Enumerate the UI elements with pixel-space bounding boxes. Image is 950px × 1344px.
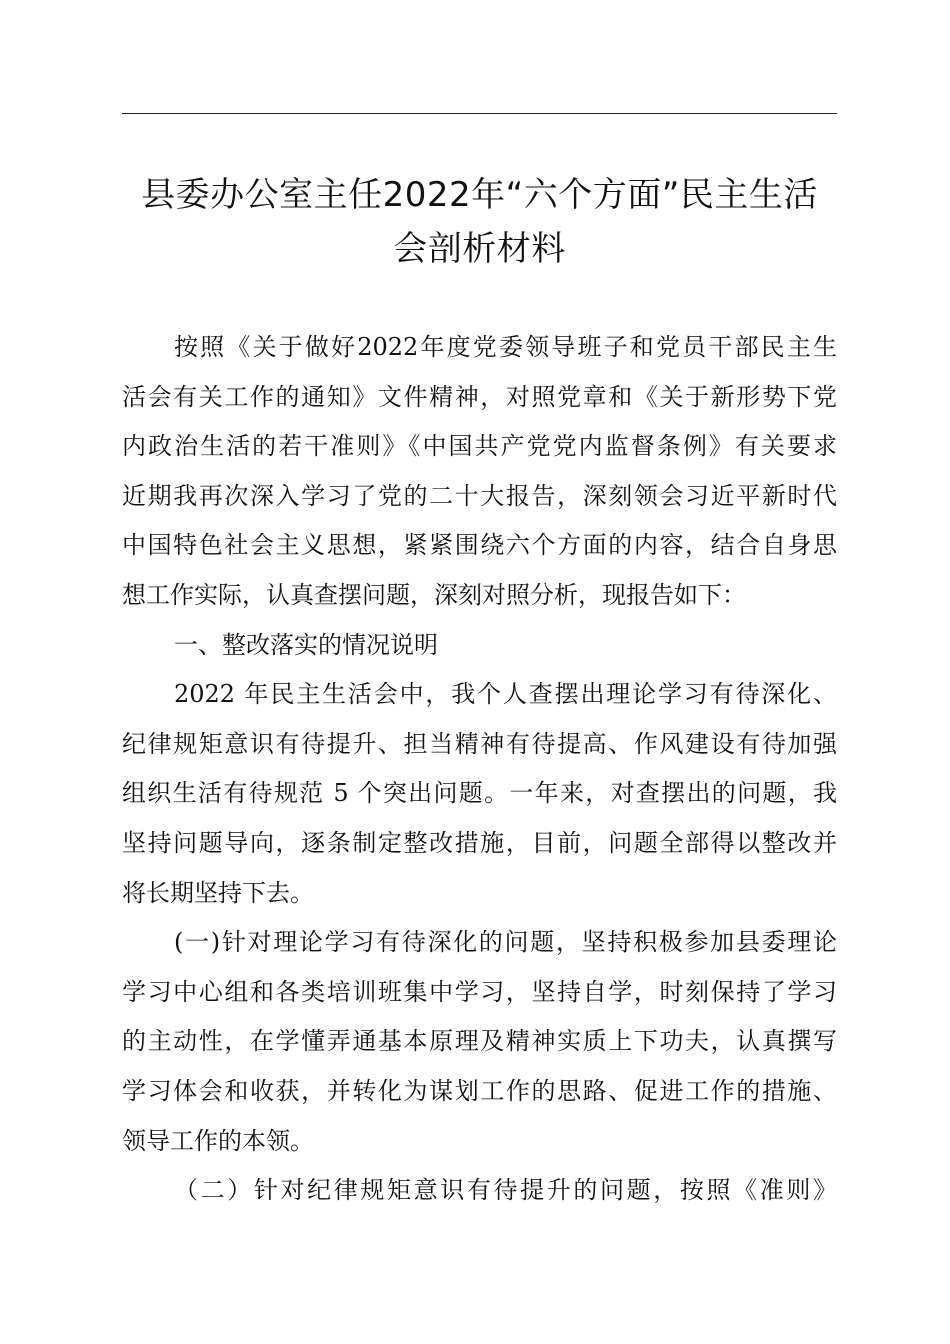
header-rule [122,113,837,114]
document-body [122,323,837,1216]
text-line: 坚持问题导向，逐条制定整改措施，目前，问题全部得以整改并 [122,828,837,857]
text-line: 想工作实际，认真查摆问题，深刻对照分析，现报告如下： [122,580,746,609]
text-line: 一、整改落实的情况说明 [174,630,438,659]
text-line: 将长期坚持下去。 [122,878,314,907]
text-line: 学习体会和收获，并转化为谋划工作的思路、促进工作的措施、 [122,1076,837,1105]
text-line: 活会有关工作的通知》文件精神，对照党章和《关于新形势下党 [122,382,837,411]
text-line: 组织生活有待规范 5 个突出问题。一年来，对查摆出的问题，我 [122,779,837,808]
text-line: 按照《关于做好2022年度党委领导班子和党员干部民主生 [174,333,837,361]
section-heading-1 [122,621,837,671]
title-line: 县委办公室主任2022年“六个方面”民主生活 [141,175,818,215]
text-line: 中国特色社会主义思想，紧紧围绕六个方面的内容，结合自身思 [122,531,837,560]
text-line: 纪律规矩意识有待提升、担当精神有待提高、作风建设有待加强 [122,729,837,758]
text-line: （二）针对纪律规矩意识有待提升的问题，按照《准则》 [174,1176,837,1205]
text-line: 领导工作的本领。 [122,1126,314,1155]
text-line: 的主动性，在学懂弄通基本原理及精神实质上下功夫，认真撰写 [122,1027,837,1056]
paragraph-intro [122,323,837,621]
document-title [122,168,837,276]
paragraph-item-1 [122,918,837,1166]
paragraph-summary [122,670,837,918]
text-line: 近期我再次深入学习了党的二十大报告，深刻领会习近平新时代 [122,481,837,510]
text-line: (一)针对理论学习有待深化的问题，坚持积极参加县委理论 [174,928,837,957]
paragraph-item-2 [122,1166,837,1216]
title-line: 会剖析材料 [393,229,566,269]
text-line: 学习中心组和各类培训班集中学习，坚持自学，时刻保持了学习 [122,977,837,1006]
text-line: 内政治生活的若干准则》《中国共产党党内监督条例》有关要求 [122,432,837,461]
text-line: 2022 年民主生活会中，我个人查摆出理论学习有待深化、 [174,680,837,709]
